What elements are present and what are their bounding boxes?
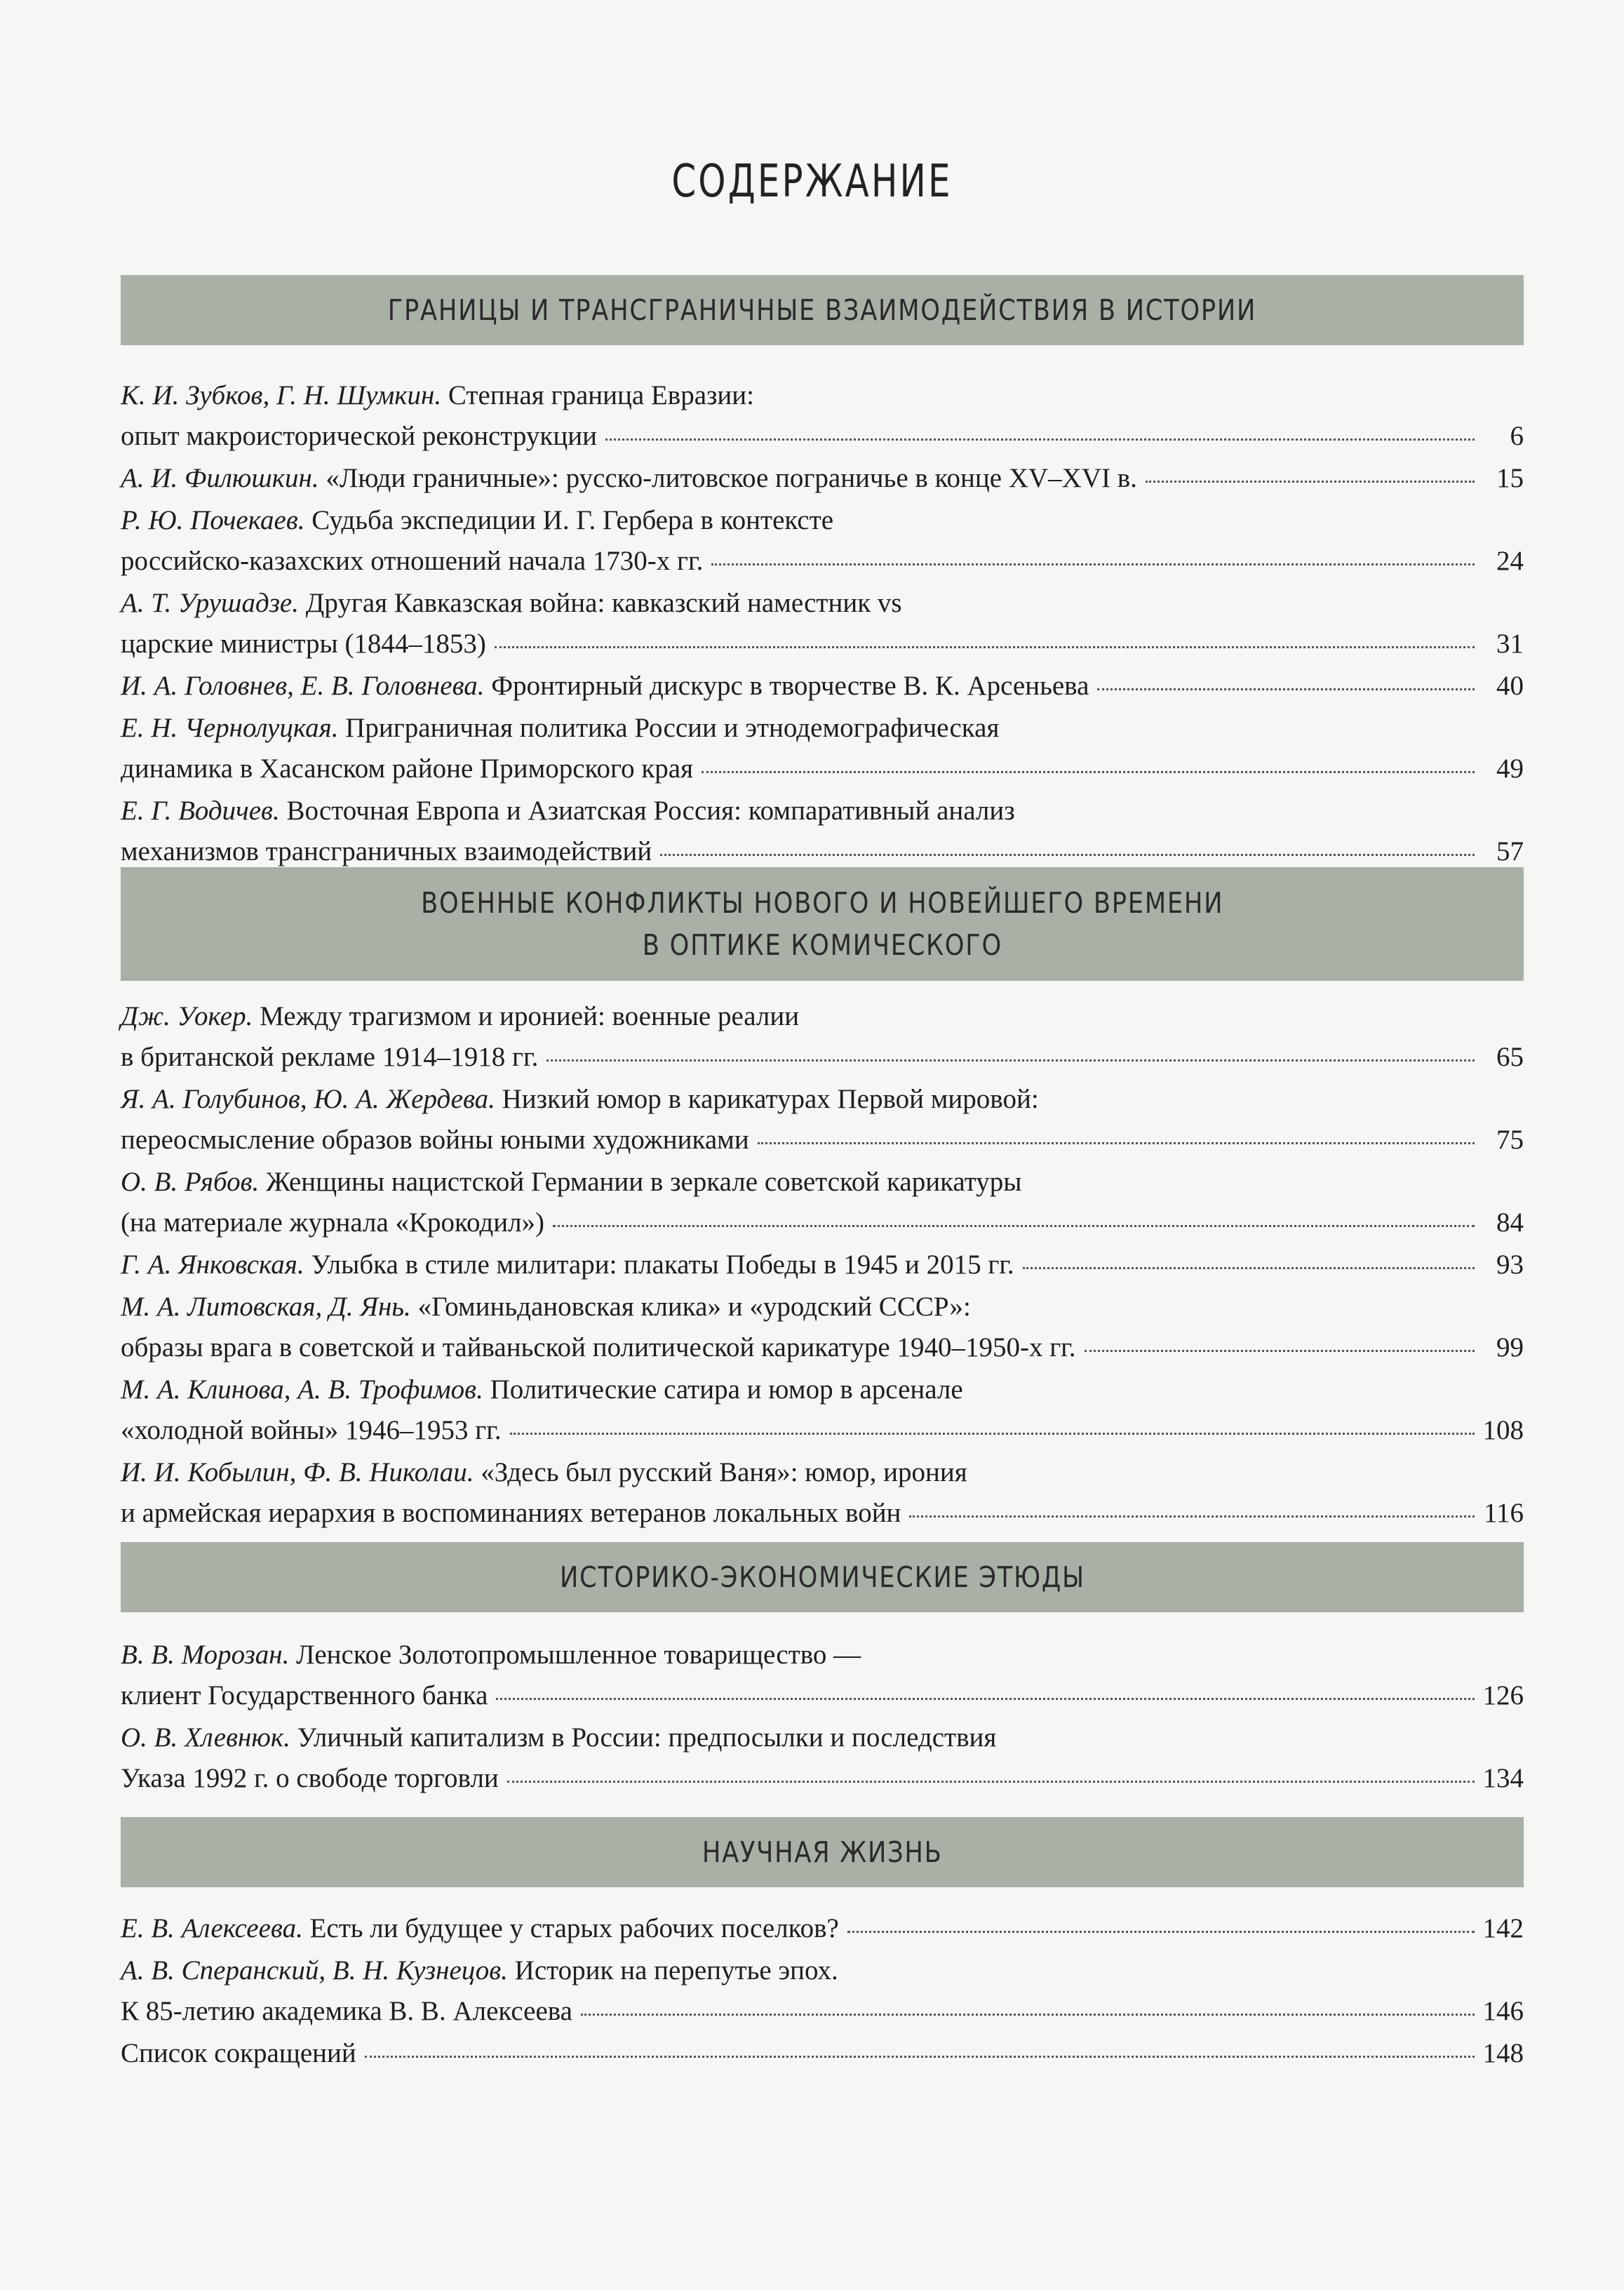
toc-page-number: 31 xyxy=(1496,629,1524,659)
section-entries-economic-studies xyxy=(121,1635,1524,1800)
toc-entry-line xyxy=(121,791,1524,831)
dot-leader xyxy=(495,646,1475,648)
toc-entry-line xyxy=(121,1079,1524,1120)
toc-entry[interactable] xyxy=(121,1370,1524,1451)
toc-entry-title: Список сокращений xyxy=(121,2038,356,2068)
section-heading-line: ИСТОРИКО-ЭКОНОМИЧЕСКИЕ ЭТЮДЫ xyxy=(559,1560,1085,1594)
toc-entry-line xyxy=(121,831,1524,872)
dot-leader xyxy=(605,438,1475,441)
toc-entry-line xyxy=(121,1370,1524,1410)
toc-page-number: 146 xyxy=(1482,1996,1524,2026)
toc-entry-text xyxy=(121,2033,356,2074)
toc-entry-title: Улыбка в стиле милитари: плакаты Победы в 1945 и 2015 гг. xyxy=(304,1250,1014,1280)
dot-leader xyxy=(1146,481,1475,483)
toc-entry-title: Женщины нацистской Германии в зеркале советской карикатуры xyxy=(259,1167,1022,1197)
toc-page-number: 65 xyxy=(1496,1042,1524,1072)
toc-entry-line xyxy=(121,996,1524,1037)
toc-entry-text xyxy=(121,1908,839,1949)
toc-entry-text xyxy=(121,500,833,541)
toc-entry[interactable] xyxy=(121,1635,1524,1716)
toc-page-number: 84 xyxy=(1496,1207,1524,1238)
toc-entry-line xyxy=(121,541,1524,582)
toc-entry-line xyxy=(121,1635,1524,1675)
toc-entry-text xyxy=(121,1493,901,1534)
toc-entry-author: Е. В. Алексеева. xyxy=(121,1913,303,1943)
toc-page-number: 15 xyxy=(1496,463,1524,493)
toc-entry-line xyxy=(121,1452,1524,1493)
toc-entry-line xyxy=(121,708,1524,749)
toc-entry-text xyxy=(121,1327,1076,1368)
toc-entry-author: Дж. Уокер. xyxy=(121,1001,253,1031)
toc-page-number: 24 xyxy=(1496,546,1524,576)
toc-entry-line xyxy=(121,500,1524,541)
dot-leader xyxy=(553,1225,1475,1227)
toc-entry-text xyxy=(121,583,902,624)
toc-entry-line xyxy=(121,416,1524,457)
dot-leader xyxy=(1023,1267,1475,1269)
toc-entry-line xyxy=(121,1287,1524,1327)
toc-entry-title: царские министры (1844–1853) xyxy=(121,629,486,659)
toc-entry-text xyxy=(121,1287,971,1327)
toc-entry-title: механизмов трансграничных взаимодействий xyxy=(121,836,652,866)
toc-entry-text xyxy=(121,666,1089,707)
toc-entry-author: О. В. Рябов. xyxy=(121,1167,260,1197)
section-heading-line: НАУЧНАЯ ЖИЗНЬ xyxy=(702,1835,943,1869)
toc-entry-line xyxy=(121,624,1524,664)
toc-entry-text xyxy=(121,749,693,789)
toc-entry-title: опыт макроисторической реконструкции xyxy=(121,421,597,451)
toc-entry-text xyxy=(121,1203,544,1243)
toc-entry[interactable] xyxy=(121,375,1524,457)
section-heading-economic-studies xyxy=(121,1542,1524,1612)
toc-entry-title: Судьба экспедиции И. Г. Гербера в контексте xyxy=(304,505,834,535)
toc-page-number: 40 xyxy=(1496,671,1524,701)
toc-entry-title: и армейская иерархия в воспоминаниях ветеранов локальных войн xyxy=(121,1498,901,1528)
toc-entry[interactable] xyxy=(121,1287,1524,1368)
toc-entry-text xyxy=(121,1675,488,1716)
toc-entry-text xyxy=(121,708,999,749)
toc-page-number: 108 xyxy=(1482,1415,1524,1445)
toc-entry-title: Другая Кавказская война: кавказский наместник vs xyxy=(298,588,902,618)
toc-entry-text xyxy=(121,1079,1039,1120)
toc-page-number: 116 xyxy=(1483,1498,1524,1528)
toc-entry-author: Г. А. Янковская. xyxy=(121,1250,304,1280)
dot-leader xyxy=(546,1059,1475,1062)
section-heading-line: В ОПТИКЕ КОМИЧЕСКОГО xyxy=(642,928,1002,962)
toc-entry[interactable] xyxy=(121,1950,1524,2032)
toc-entry[interactable] xyxy=(121,1452,1524,1534)
toc-entry-title: Есть ли будущее у старых рабочих поселков? xyxy=(302,1913,839,1943)
toc-entry-author: Я. А. Голубинов, Ю. А. Жердева. xyxy=(121,1084,495,1114)
toc-entry-line xyxy=(121,1991,1524,2032)
dot-leader xyxy=(510,1433,1475,1435)
toc-entry-text xyxy=(121,1991,572,2032)
toc-entry-title: Приграничная политика России и этнодемографическая xyxy=(338,713,1000,743)
toc-entry-author: А. Т. Урушадзе. xyxy=(121,588,299,618)
toc-entry[interactable] xyxy=(121,666,1524,707)
toc-page-number: 6 xyxy=(1510,421,1524,451)
toc-page-number: 99 xyxy=(1496,1332,1524,1362)
toc-entry-author: Е. Г. Водичев. xyxy=(121,796,280,826)
toc-entry-title: российско-казахских отношений начала 1730-х гг. xyxy=(121,546,704,576)
dot-leader xyxy=(496,1698,1475,1700)
toc-entry-title: «Люди граничные»: русско-литовское пограничье в конце XV–XVI в. xyxy=(318,463,1137,493)
toc-entry-line xyxy=(121,1410,1524,1451)
dot-leader xyxy=(365,2056,1475,2058)
toc-page-number: 148 xyxy=(1482,2038,1524,2068)
toc-entry-line xyxy=(121,1908,1524,1949)
section-entries-borders xyxy=(121,375,1524,873)
toc-entry-text xyxy=(121,541,703,582)
toc-entry-title: Фронтирный дискурс в творчестве В. К. Арсеньева xyxy=(484,671,1089,701)
toc-entry-title: динамика в Хасанском районе Приморского края xyxy=(121,754,694,784)
toc-entry-title: образы врага в советской и тайваньской политической карикатуре 1940–1950-х гг. xyxy=(121,1332,1076,1362)
page-title: СОДЕРЖАНИЕ xyxy=(671,156,953,208)
dot-leader xyxy=(909,1515,1475,1518)
toc-entry-line xyxy=(121,1162,1524,1203)
toc-entry-line xyxy=(121,1950,1524,1991)
toc-entry-author: В. В. Морозан. xyxy=(121,1640,290,1670)
toc-entry-text xyxy=(121,1635,861,1675)
toc-entry-author: Р. Ю. Почекаев. xyxy=(121,505,305,535)
toc-entry[interactable] xyxy=(121,791,1524,872)
toc-entry[interactable] xyxy=(121,583,1524,664)
toc-entry-text xyxy=(121,1717,996,1758)
toc-entry-title: Степная граница Евразии: xyxy=(441,380,755,410)
toc-entry[interactable] xyxy=(121,2033,1524,2074)
toc-entry-line xyxy=(121,1120,1524,1160)
toc-page-number: 126 xyxy=(1482,1680,1524,1710)
toc-entry-text xyxy=(121,375,754,416)
section-heading-military-conflicts xyxy=(121,867,1524,981)
toc-entry-title: Низкий юмор в карикатурах Первой мировой: xyxy=(495,1084,1039,1114)
toc-entry-title: «холодной войны» 1946–1953 гг. xyxy=(121,1415,502,1445)
toc-entry-text xyxy=(121,416,597,457)
toc-entry-title: клиент Государственного банка xyxy=(121,1680,488,1710)
toc-entry-title: Между трагизмом и иронией: военные реалии xyxy=(253,1001,800,1031)
toc-entry-line xyxy=(121,1717,1524,1758)
toc-entry-author: М. А. Клинова, А. В. Трофимов. xyxy=(121,1374,483,1405)
toc-entry-line xyxy=(121,1758,1524,1799)
toc-entry-line xyxy=(121,749,1524,789)
toc-entry-line xyxy=(121,1327,1524,1368)
toc-entry-text xyxy=(121,1120,749,1160)
toc-entry-author: М. А. Литовская, Д. Янь. xyxy=(121,1292,411,1322)
toc-entry-text xyxy=(121,458,1137,499)
toc-entry-author: А. И. Филюшкин. xyxy=(121,463,319,493)
toc-entry[interactable] xyxy=(121,500,1524,582)
dot-leader xyxy=(1097,688,1475,690)
toc-page-number: 57 xyxy=(1496,836,1524,866)
toc-entry-text xyxy=(121,624,486,664)
toc-entry-text xyxy=(121,831,652,872)
toc-entry-title: «Здесь был русский Ваня»: юмор, ирония xyxy=(474,1457,967,1487)
toc-entry-line xyxy=(121,375,1524,416)
toc-page-number: 49 xyxy=(1496,754,1524,784)
toc-entry-text xyxy=(121,1370,963,1410)
section-heading-line: ВОЕННЫЕ КОНФЛИКТЫ НОВОГО И НОВЕЙШЕГО ВРЕМЕНИ xyxy=(420,886,1224,920)
toc-page-number: 142 xyxy=(1482,1913,1524,1943)
toc-entry-title: (на материале журнала «Крокодил») xyxy=(121,1207,545,1238)
toc-entry-author: Е. Н. Чернолуцкая. xyxy=(121,713,339,743)
toc-entry-title: Указа 1992 г. о свободе торговли xyxy=(121,1763,499,1793)
toc-page-number: 134 xyxy=(1482,1763,1524,1793)
toc-entry-text xyxy=(121,791,1015,831)
toc-entry-title: К 85-летию академика В. В. Алексеева xyxy=(121,1996,572,2026)
toc-entry-line xyxy=(121,1675,1524,1716)
toc-entry-title: переосмысление образов войны юными художниками xyxy=(121,1125,749,1155)
toc-entry-author: К. И. Зубков, Г. Н. Шумкин. xyxy=(121,380,442,410)
toc-entry-text xyxy=(121,1758,499,1799)
toc-entry-line xyxy=(121,1493,1524,1534)
toc-entry-text xyxy=(121,1950,838,1991)
toc-entry[interactable] xyxy=(121,1245,1524,1285)
dot-leader xyxy=(758,1142,1475,1144)
section-heading-borders xyxy=(121,275,1524,345)
section-entries-military-conflicts xyxy=(121,996,1524,1535)
toc-entry-title: Историк на перепутье эпох. xyxy=(507,1955,838,1986)
toc-entry-author: И. И. Кобылин, Ф. В. Николаи. xyxy=(121,1457,474,1487)
dot-leader xyxy=(847,1931,1475,1933)
toc-entry-author: А. В. Сперанский, В. Н. Кузнецов. xyxy=(121,1955,508,1986)
toc-entry-line xyxy=(121,1245,1524,1285)
section-entries-scientific-life xyxy=(121,1908,1524,2075)
toc-entry-title: в британской рекламе 1914–1918 гг. xyxy=(121,1042,539,1072)
toc-entry[interactable] xyxy=(121,1162,1524,1243)
toc-entry-title: Политические сатира и юмор в арсенале xyxy=(483,1374,963,1405)
toc-entry[interactable] xyxy=(121,1717,1524,1799)
dot-leader xyxy=(660,854,1475,856)
toc-entry[interactable] xyxy=(121,1908,1524,1949)
toc-page-number: 93 xyxy=(1496,1250,1524,1280)
toc-entry[interactable] xyxy=(121,1079,1524,1160)
toc-entry-text xyxy=(121,1452,967,1493)
toc-entry-title: Восточная Европа и Азиатская Россия: компаративный анализ xyxy=(279,796,1015,826)
dot-leader xyxy=(581,2014,1475,2016)
toc-entry-line xyxy=(121,2033,1524,2074)
toc-page-number: 75 xyxy=(1496,1125,1524,1155)
dot-leader xyxy=(711,563,1475,565)
toc-entry-text xyxy=(121,1162,1021,1203)
toc-entry-title: «Гоминьдановская клика» и «уродский СССР»: xyxy=(410,1292,971,1322)
toc-entry[interactable] xyxy=(121,458,1524,499)
toc-entry-author: О. В. Хлевнюк. xyxy=(121,1722,290,1753)
toc-entry-text xyxy=(121,996,799,1037)
section-heading-scientific-life xyxy=(121,1817,1524,1887)
toc-entry-text xyxy=(121,1037,538,1078)
toc-entry-line xyxy=(121,583,1524,624)
section-heading-line: ГРАНИЦЫ И ТРАНСГРАНИЧНЫЕ ВЗАИМОДЕЙСТВИЯ В ИСТОРИИ xyxy=(387,293,1257,327)
dot-leader xyxy=(1085,1350,1475,1352)
toc-entry-text xyxy=(121,1245,1014,1285)
toc-entry[interactable] xyxy=(121,708,1524,789)
toc-entry[interactable] xyxy=(121,996,1524,1078)
toc-entry-author: И. А. Головнев, Е. В. Головнева. xyxy=(121,671,485,701)
toc-entry-line xyxy=(121,458,1524,499)
dot-leader xyxy=(702,771,1475,773)
dot-leader xyxy=(507,1781,1475,1783)
toc-entry-line xyxy=(121,1037,1524,1078)
toc-entry-title: Ленское Золотопромышленное товарищество — xyxy=(289,1640,861,1670)
toc-entry-line xyxy=(121,666,1524,707)
toc-entry-line xyxy=(121,1203,1524,1243)
toc-entry-text xyxy=(121,1410,502,1451)
toc-entry-title: Уличный капитализм в России: предпосылки и последствия xyxy=(290,1722,997,1753)
